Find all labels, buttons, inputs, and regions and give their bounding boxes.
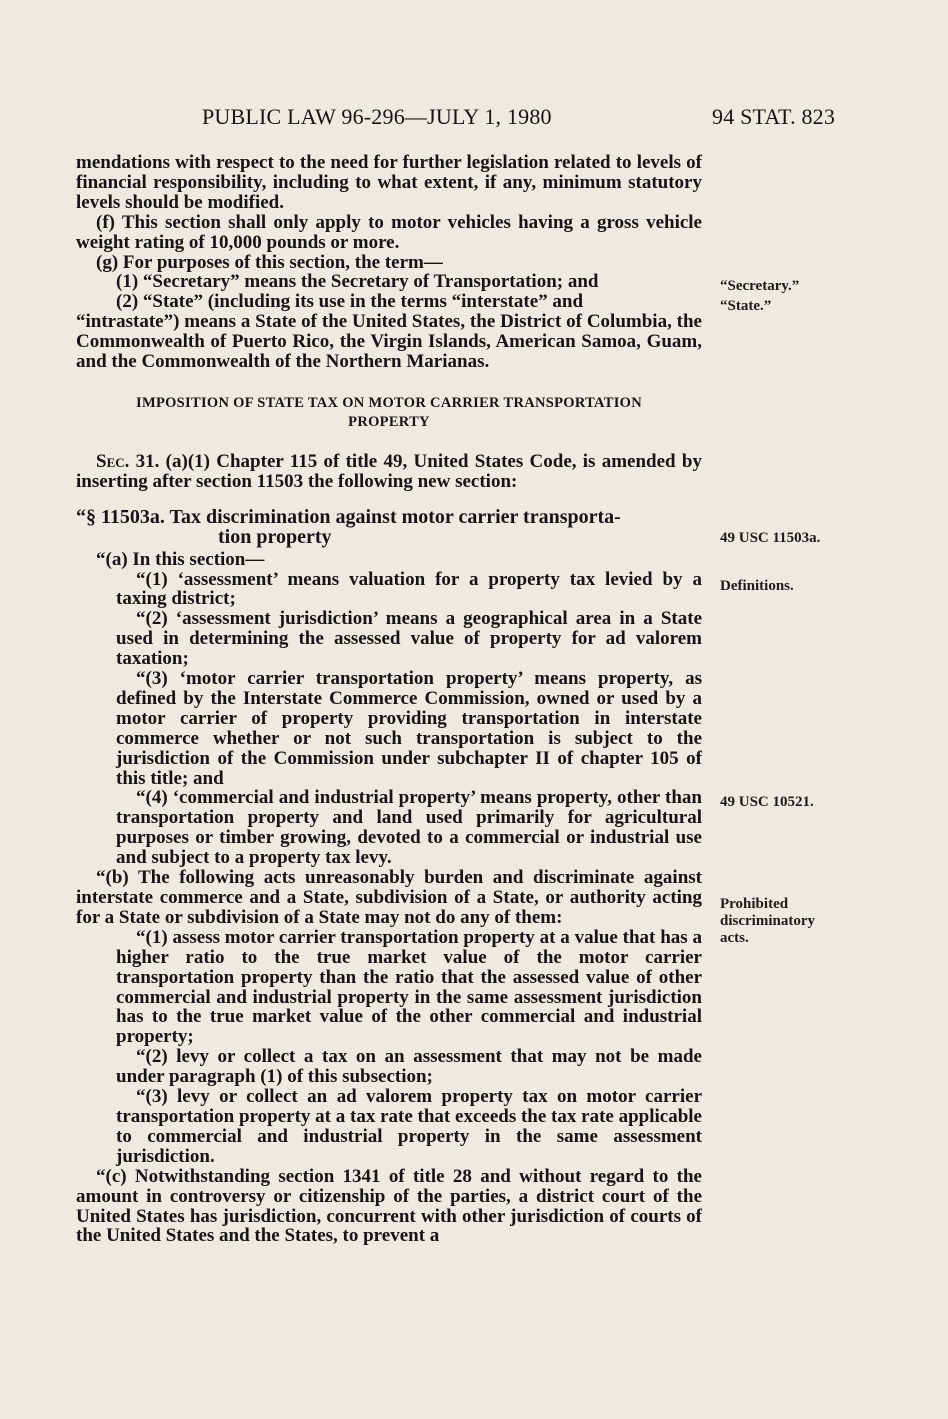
prohibited-act-1: “(1) assess motor carrier transportation property at a value that has a higher ratio to the true market value of the motor carrier transportation property than the ratio that the assessed value of other commercial and industrial property in the same assessment jurisdiction has to the true market value of the other commercial and industrial property; — [116, 926, 702, 1048]
subsection-b-intro: “(b) The following acts unreasonably burden and discriminate against interstate commerce and a State, subdivision of a State, or authority acting for a State or subdivision of a State may not do any of them: — [76, 867, 702, 928]
section-31-body: (a)(1) Chapter 115 of title 49, United States Code, is amended by inserting after section 11503 the following new section: — [76, 450, 702, 492]
paragraph-continuation: mendations with respect to the need for further legislation related to levels of financial responsibility, including to what extent, if any, minimum statutory levels should be modified. — [76, 152, 702, 213]
subsection-c: “(c) Notwithstanding section 1341 of title 28 and without regard to the amount in controversy or citizenship of the parties, a district court of the United States has jurisdiction, concurrent with other jurisdiction of courts of the United States and the States, to prevent a — [76, 1165, 702, 1247]
definition-assessment-jurisdiction: “(2) ‘assessment jurisdiction’ means a geographical area in a State used in determining the assessed value of property for ad valorem taxation; — [116, 608, 702, 670]
margin-note-secretary: “Secretary.” — [720, 278, 800, 294]
new-section-heading-line1: “§ 11503a. Tax discrimination against motor carrier transporta- — [76, 505, 621, 528]
margin-note-definitions: Definitions. — [720, 578, 794, 594]
definition-motor-carrier-property: “(3) ‘motor carrier transportation property’ means property, as defined by the Interstate Commerce Commission, owned or used by a motor carrier of property providing transportation in interstate commerce whether or not such transportation is subject to the jurisdiction of the Commission under subchapter II of chapter 105 of this title; and — [116, 668, 702, 789]
running-header-stat-page: 94 STAT. 823 — [712, 104, 836, 129]
subsection-g-intro: (g) For purposes of this section, the term— — [96, 251, 443, 273]
section-31-text — [76, 452, 702, 492]
prohibited-act-3: “(3) levy or collect an ad valorem property tax on motor carrier transportation property at a tax rate that exceeds the tax rate applicable to commercial and industrial property in the same assessment jurisdiction. — [116, 1086, 702, 1167]
margin-note-prohibited-acts — [720, 896, 850, 947]
new-section-heading-line2: tion property — [218, 525, 332, 548]
definition-secretary: (1) “Secretary” means the Secretary of Transportation; and — [116, 271, 599, 293]
prohibited-act-2: “(2) levy or collect a tax on an assessment that may not be made under paragraph (1) of this subsection; — [116, 1046, 702, 1088]
definition-assessment: “(1) ‘assessment’ means valuation for a property tax levied by a taxing district; — [116, 568, 702, 610]
margin-note-prohibited-line1: Prohibited — [720, 896, 789, 912]
section-heading: IMPOSITION OF STATE TAX ON MOTOR CARRIER TRANSPORTATION PROPERTY — [136, 394, 642, 430]
definition-commercial-industrial-property: “(4) ‘commercial and industrial property’ means property, other than transportation property and land used primarily for agricultural purposes or timber growing, devoted to a commercial or industrial use and subject to a property tax levy. — [116, 787, 702, 869]
definition-state-line1: (2) “State” (including its use in the terms “interstate” and — [116, 291, 584, 313]
section-label: Sec. 31. — [96, 450, 160, 472]
margin-note-usc-11503a: 49 USC 11503a. — [720, 530, 821, 546]
margin-note-state: “State.” — [720, 298, 772, 314]
running-header-title: PUBLIC LAW 96-296—JULY 1, 1980 — [202, 104, 552, 129]
margin-note-prohibited-line3: acts. — [720, 930, 749, 946]
subsection-f: (f) This section shall only apply to motor vehicles having a gross vehicle weight rating of 10,000 pounds or more. — [76, 211, 702, 253]
statute-body — [76, 153, 702, 1246]
margin-note-prohibited-line2: discriminatory — [720, 913, 815, 929]
margin-note-usc-10521: 49 USC 10521. — [720, 794, 814, 810]
definition-state-cont: “intrastate”) means a State of the United States, the District of Columbia, the Commonwealth of Puerto Rico, the Virgin Islands, American Samoa, Guam, and the Commonwealth of the Northern Marianas. — [76, 311, 702, 373]
subsection-a-intro: “(a) In this section— — [96, 548, 265, 570]
